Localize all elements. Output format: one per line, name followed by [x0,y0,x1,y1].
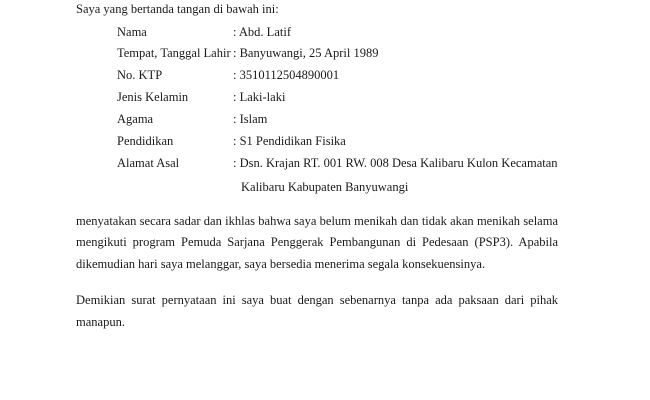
field-label-nama: Nama [117,25,147,39]
field-label-ktp: No. KTP [117,68,163,82]
statement-line-2: mengikuti program Pemuda Sarjana Penggerak Pembangunan di Pedesaan (PSP3). Apabila [76,235,558,249]
intro-text: Saya yang bertanda tangan di bawah ini: [76,2,279,16]
field-label-alamat: Alamat Asal [117,156,180,170]
statement-line-3: dikemudian hari saya melanggar, saya bersedia menerima segala konsekuensinya. [76,257,486,271]
field-label-agama: Agama [117,112,154,126]
field-label-pendidikan: Pendidikan [117,134,174,148]
field-value-ktp: : 3510112504890001 [233,68,340,82]
field-value-agama: : Islam [233,112,268,126]
closing-line-2: manapun. [76,315,125,329]
statement-line-1: menyatakan secara sadar dan ikhlas bahwa saya belum menikah dan tidak akan menikah selama [76,214,558,228]
field-value-alamat: : Dsn. Krajan RT. 001 RW. 008 Desa Kalibaru Kulon Kecamatan [233,156,558,170]
field-label-ttl: Tempat, Tanggal Lahir [117,46,231,60]
field-value-jenis-kelamin: : Laki-laki [233,90,286,104]
field-value-nama: : Abd. Latif [233,25,291,39]
field-label-jenis-kelamin: Jenis Kelamin [117,90,189,104]
field-value-pendidikan: : S1 Pendidikan Fisika [233,134,346,148]
field-value-ttl: : Banyuwangi, 25 April 1989 [233,46,379,60]
field-value-alamat-cont: Kalibaru Kabupaten Banyuwangi [241,180,409,194]
closing-line-1: Demikian surat pernyataan ini saya buat dengan sebenarnya tanpa ada paksaan dari pihak [76,293,558,307]
